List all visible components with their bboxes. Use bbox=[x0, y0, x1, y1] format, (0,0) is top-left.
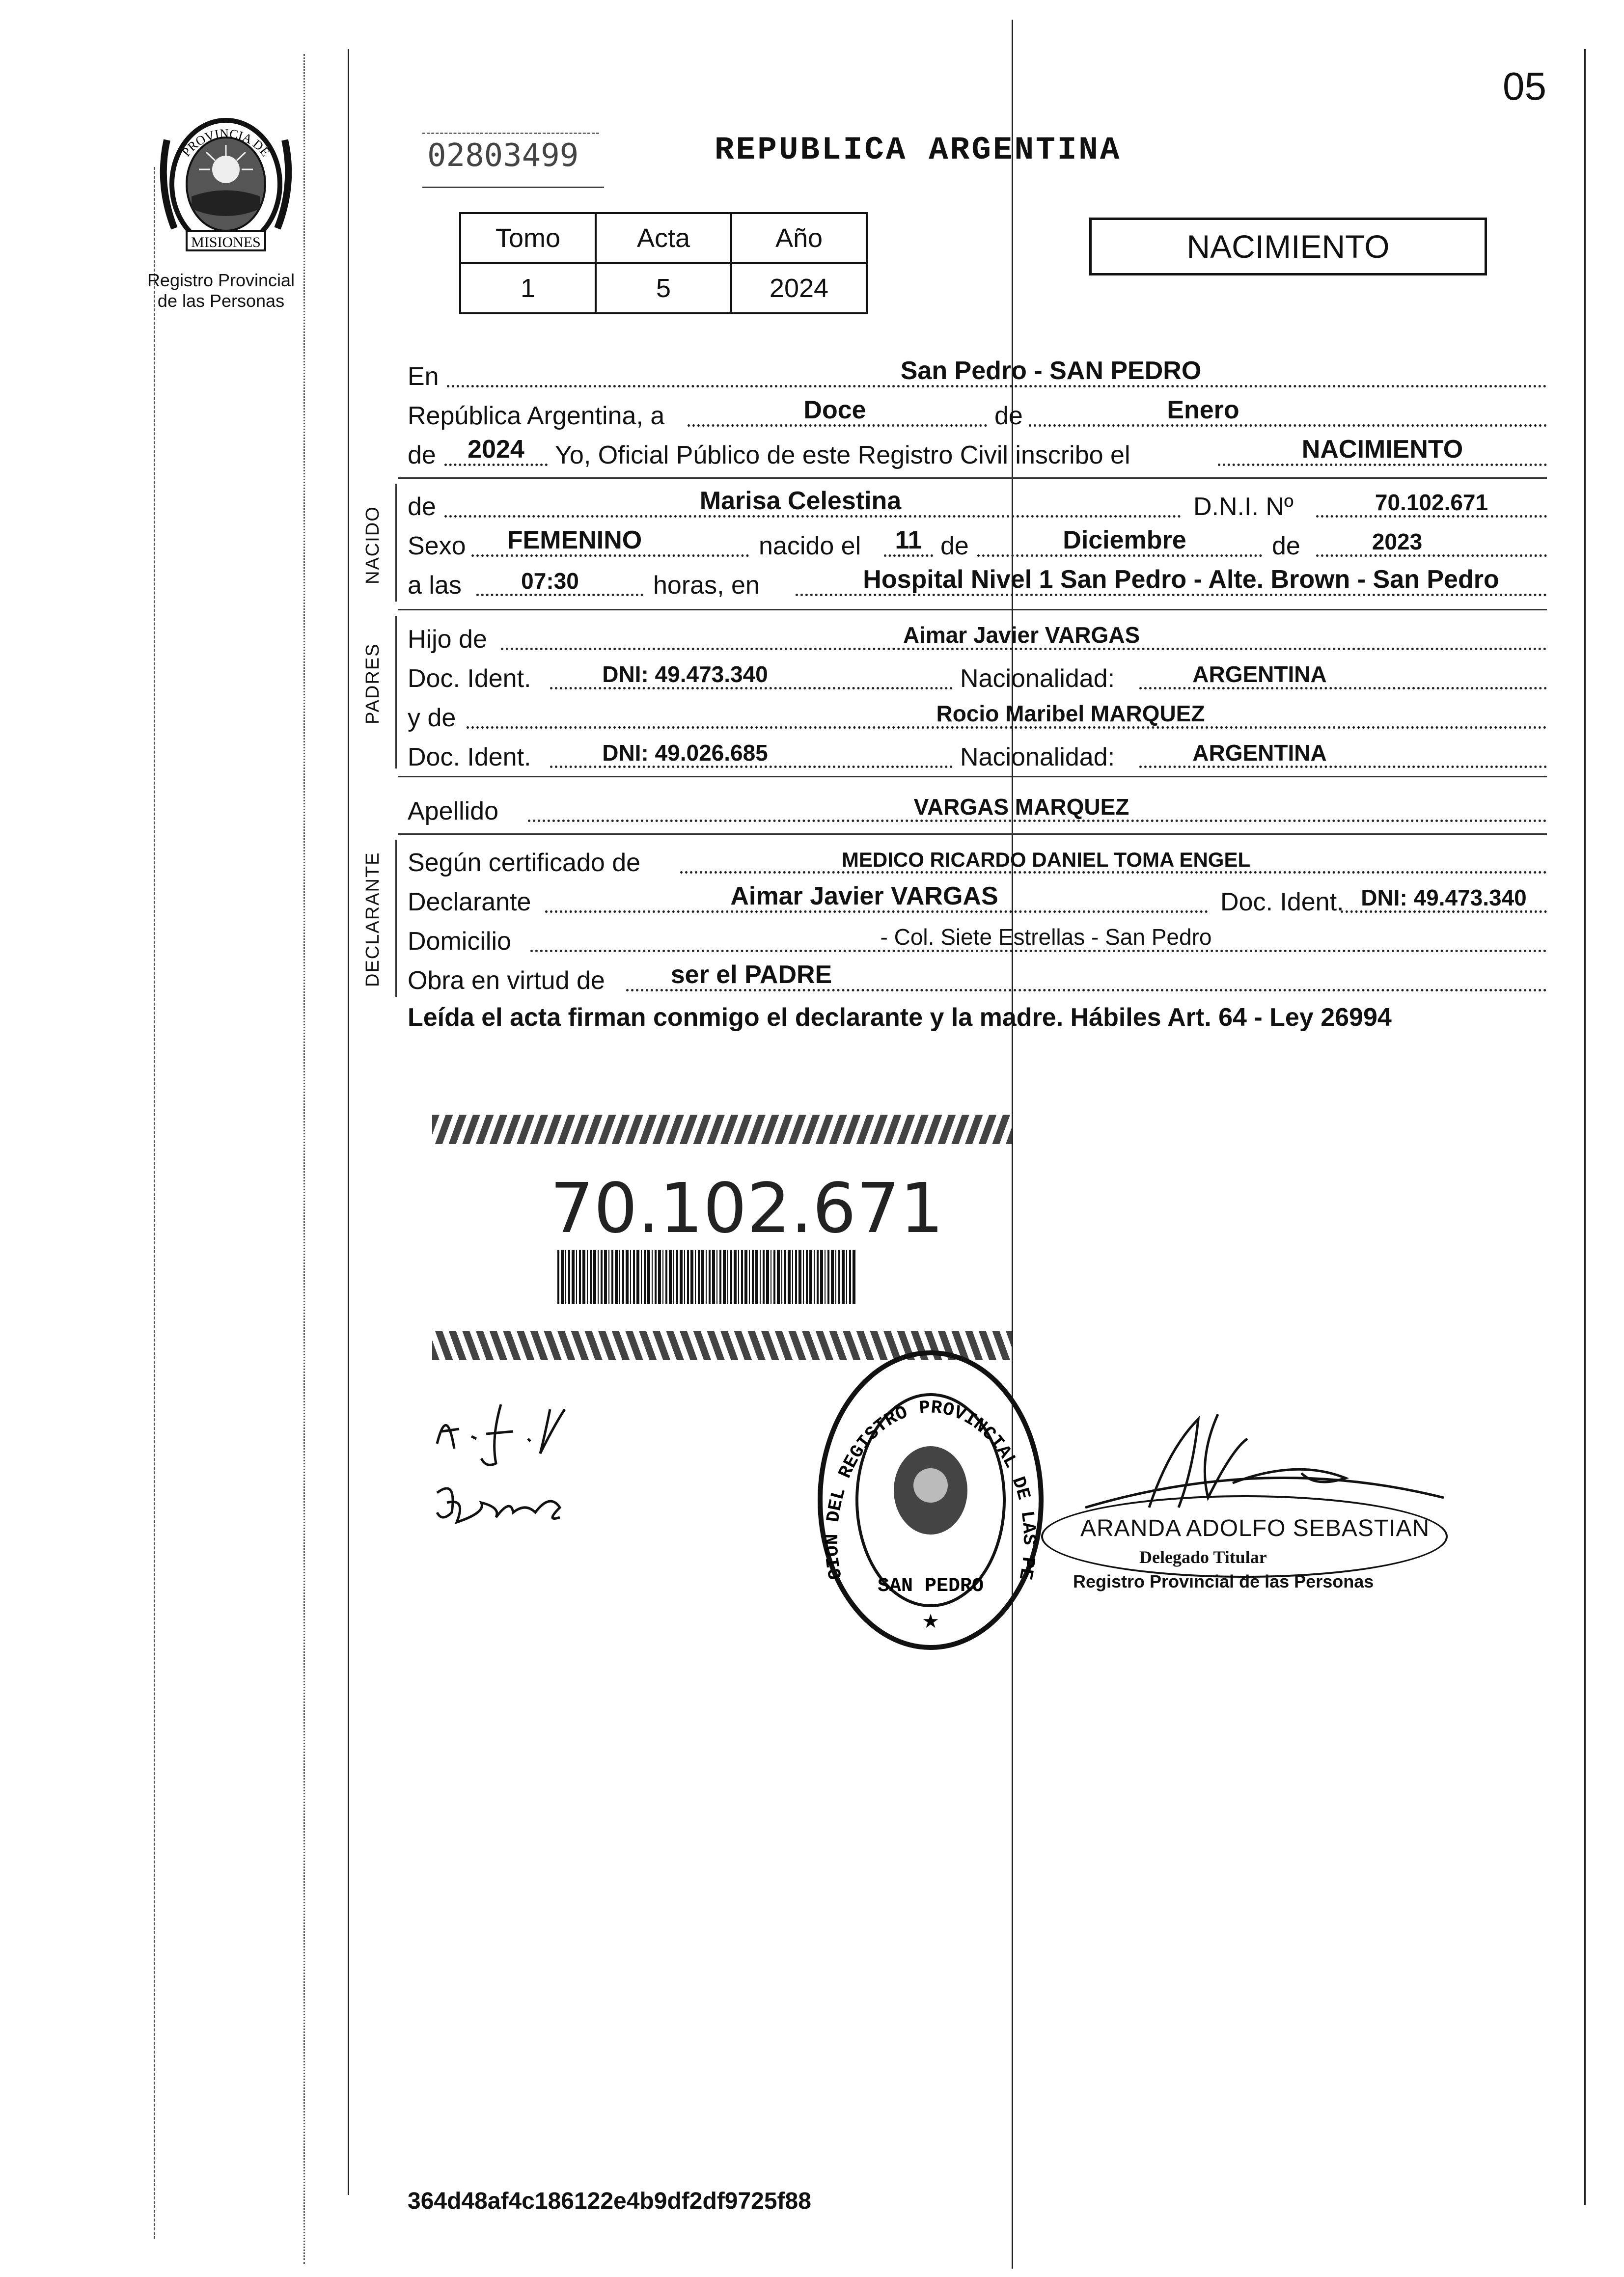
value-dni: 70.102.671 bbox=[1375, 490, 1488, 515]
section-separator bbox=[398, 609, 1547, 610]
label-segun: Según certificado de bbox=[408, 849, 641, 877]
value-nombre: Marisa Celestina bbox=[699, 487, 902, 515]
side-label-padres: PADRES bbox=[362, 643, 383, 724]
label-nacionalidad: Nacionalidad: bbox=[960, 743, 1115, 771]
value-anio: 2024 bbox=[731, 263, 867, 313]
registry-line-2: de las Personas bbox=[157, 291, 285, 311]
value-acta: 5 bbox=[596, 263, 731, 313]
row-y-de bbox=[408, 696, 1547, 736]
row-madre-doc bbox=[408, 736, 1547, 775]
official-org: Registro Provincial de las Personas bbox=[1073, 1571, 1374, 1591]
label-hijo-de: Hijo de bbox=[408, 625, 487, 654]
sticker-number: 70.102.671 bbox=[550, 1169, 944, 1249]
value-certificado: MEDICO RICARDO DANIEL TOMA ENGEL bbox=[841, 848, 1251, 871]
label-nacido-el: nacido el bbox=[759, 532, 861, 560]
acta-type-box: NACIMIENTO bbox=[1089, 218, 1487, 275]
closing-text: Leída el acta firman conmigo el declarante y la madre. Hábiles Art. 64 - Ley 26994 bbox=[408, 1003, 1392, 1032]
row-fecha bbox=[408, 394, 1547, 434]
label-de: de bbox=[408, 441, 436, 469]
svg-text:SAN PEDRO: SAN PEDRO bbox=[877, 1575, 984, 1597]
row-domicilio bbox=[408, 920, 1547, 959]
label-a-las: a las bbox=[408, 571, 462, 600]
label-doc-ident: Doc. Ident. bbox=[408, 664, 531, 693]
value-anio: 2024 bbox=[468, 435, 524, 464]
official-stamp bbox=[813, 1345, 1048, 1655]
svg-text:DELEGACION DEL REGISTRO PROVIN: CION DEL REGISTRO PROVINCIAL DE LAS PE bbox=[822, 1397, 1040, 1582]
row-padre-doc bbox=[408, 657, 1547, 696]
header-anio: Año bbox=[731, 213, 867, 263]
label-oficial: Yo, Oficial Público de este Registro Civil inscribo el bbox=[555, 441, 1130, 469]
header-tomo: Tomo bbox=[460, 213, 596, 263]
official-name: ARANDA ADOLFO SEBASTIAN bbox=[1080, 1515, 1430, 1541]
label-de: de bbox=[408, 493, 436, 521]
barcode-sticker bbox=[432, 1115, 1021, 1360]
right-frame-line bbox=[1584, 49, 1586, 2205]
nacido-bracket bbox=[395, 484, 397, 602]
document-hash: 364d48af4c186122e4b9df2df9725f88 bbox=[408, 2188, 811, 2214]
label-de: de bbox=[940, 532, 969, 560]
side-label-declarante: DECLARANTE bbox=[362, 851, 383, 987]
section-separator bbox=[398, 477, 1547, 479]
registry-name bbox=[140, 270, 302, 311]
handwritten-signatures bbox=[427, 1395, 614, 1581]
value-declarante: Aimar Javier VARGAS bbox=[730, 882, 998, 910]
label-obra: Obra en virtud de bbox=[408, 966, 605, 995]
value-apellido: VARGAS MARQUEZ bbox=[913, 794, 1129, 820]
label-domicilio: Domicilio bbox=[408, 927, 511, 956]
tomo-acta-anio-table bbox=[459, 212, 868, 314]
label-en: En bbox=[408, 362, 439, 391]
control-number-box bbox=[422, 123, 609, 192]
value-declarante-doc: DNI: 49.473.340 bbox=[1361, 885, 1527, 910]
section-separator bbox=[398, 833, 1547, 835]
province-seal-logo bbox=[147, 110, 304, 258]
value-tomo: 1 bbox=[460, 263, 596, 313]
label-nacionalidad: Nacionalidad: bbox=[960, 664, 1115, 693]
value-obra: ser el PADRE bbox=[670, 960, 832, 989]
label-doc-ident: Doc. Ident. bbox=[1220, 888, 1344, 916]
value-padre-nac: ARGENTINA bbox=[1192, 661, 1327, 687]
value-padre-doc: DNI: 49.473.340 bbox=[602, 661, 768, 687]
row-sexo bbox=[408, 524, 1547, 564]
value-acto: NACIMIENTO bbox=[1301, 435, 1463, 464]
value-nac-dia: 11 bbox=[895, 526, 922, 554]
row-apellido bbox=[408, 790, 1547, 829]
left-margin-dashed-line bbox=[154, 167, 155, 2239]
side-label-nacido: NACIDO bbox=[362, 506, 383, 584]
value-lugar: San Pedro - SAN PEDRO bbox=[900, 357, 1202, 385]
section-separator bbox=[398, 776, 1547, 777]
page-number: 05 bbox=[1503, 64, 1546, 108]
row-declarante bbox=[408, 880, 1547, 920]
label-declarante: Declarante bbox=[408, 888, 531, 916]
header-acta: Acta bbox=[596, 213, 731, 263]
signature-graphic bbox=[427, 1395, 614, 1581]
label-sexo: Sexo bbox=[408, 532, 466, 560]
value-madre-nac: ARGENTINA bbox=[1192, 740, 1327, 766]
value-madre: Rocio Maribel MARQUEZ bbox=[936, 701, 1205, 726]
value-madre-doc: DNI: 49.026.685 bbox=[602, 740, 768, 766]
sticker-pattern-top bbox=[432, 1115, 1012, 1144]
value-mes: Enero bbox=[1167, 396, 1239, 424]
label-apellido: Apellido bbox=[408, 797, 499, 825]
value-lugar-nac: Hospital Nivel 1 San Pedro - Alte. Brown - San Pedro bbox=[863, 565, 1499, 594]
row-hijo-de bbox=[408, 618, 1547, 657]
label-doc-ident: Doc. Ident. bbox=[408, 743, 531, 771]
left-frame-line bbox=[348, 49, 349, 2195]
binding-dotted-line bbox=[303, 54, 305, 2264]
label-y-de: y de bbox=[408, 704, 456, 732]
label-republica-a: República Argentina, a bbox=[408, 402, 665, 430]
value-padre: Aimar Javier VARGAS bbox=[903, 622, 1140, 648]
row-hora bbox=[408, 564, 1547, 603]
label-de: de bbox=[1272, 532, 1300, 560]
value-nac-mes: Diciembre bbox=[1063, 526, 1186, 554]
svg-text:★: ★ bbox=[922, 1611, 939, 1632]
label-de: de bbox=[994, 402, 1023, 430]
control-number: 02803499 bbox=[427, 137, 579, 174]
row-nombre bbox=[408, 485, 1547, 524]
value-hora: 07:30 bbox=[521, 568, 579, 594]
row-obra bbox=[408, 959, 1547, 998]
row-acto bbox=[408, 434, 1547, 473]
barcode bbox=[557, 1250, 857, 1304]
value-dia: Doce bbox=[803, 396, 866, 424]
declarante-bracket bbox=[395, 840, 397, 997]
document-title: REPUBLICA ARGENTINA bbox=[715, 132, 1122, 168]
label-dni: D.N.I. Nº bbox=[1193, 493, 1294, 521]
svg-text:PROVINCIA DE: PROVINCIA DE bbox=[179, 126, 273, 160]
registry-line-1: Registro Provincial bbox=[147, 270, 295, 290]
label-horas-en: horas, en bbox=[653, 571, 760, 600]
row-en bbox=[408, 355, 1547, 394]
value-sexo: FEMENINO bbox=[507, 526, 642, 554]
value-domicilio: - Col. Siete Estrellas - San Pedro bbox=[880, 924, 1212, 950]
value-nac-anio: 2023 bbox=[1372, 529, 1423, 554]
padres-bracket bbox=[395, 616, 397, 768]
official-title: Delegado Titular bbox=[1139, 1547, 1267, 1567]
svg-text:MISIONES: MISIONES bbox=[191, 234, 261, 250]
row-certificado bbox=[408, 841, 1547, 880]
